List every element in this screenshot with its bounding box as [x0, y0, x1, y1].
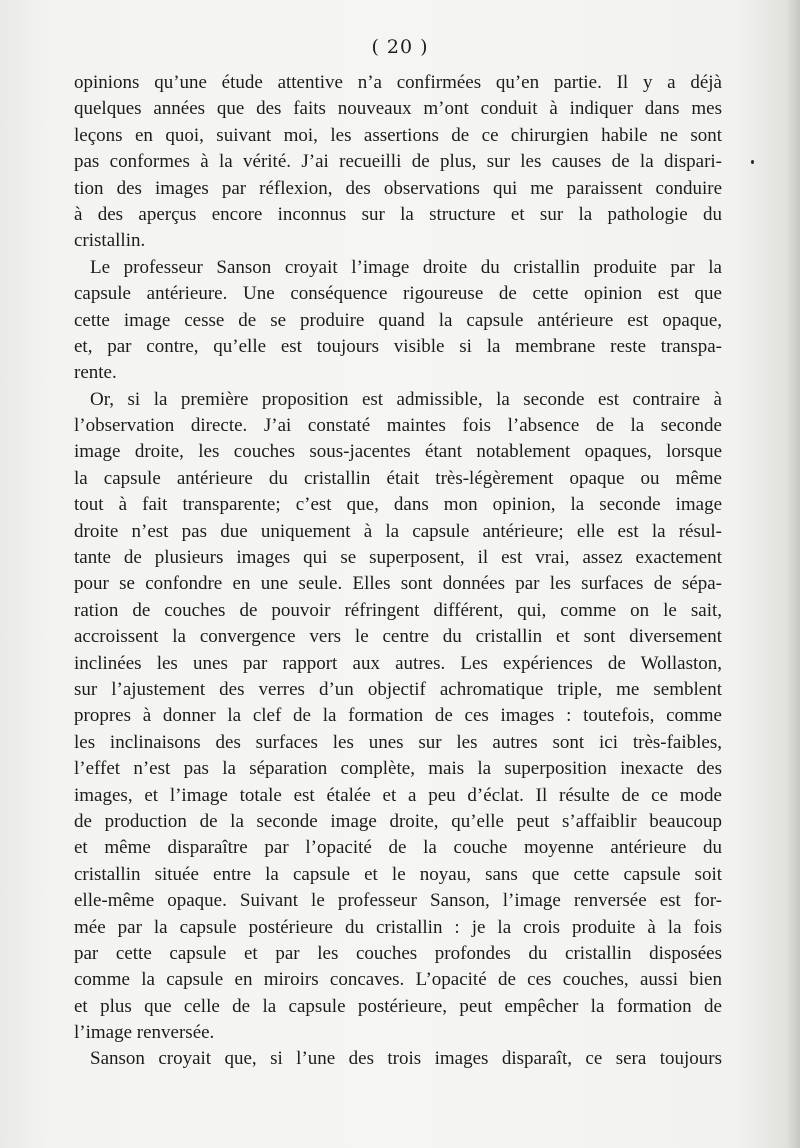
text-line: la capsule antérieure du cristallin était très-légèrement opaque ou même	[74, 467, 722, 489]
text-line: opinions qu’une étude attentive n’a confirmées qu’en partie. Il y a déjà	[74, 72, 722, 93]
page-number: ( 20 )	[371, 36, 429, 58]
text-line: image droite, les couches sous-jacentes étant notablement opaques, lorsque	[74, 441, 722, 463]
text-line: tion des images par réflexion, des observations qui me paraissent conduire	[74, 177, 722, 199]
text-line: pas conformes à la vérité. J’ai recueilli de plus, sur les causes de la dispari-	[74, 151, 722, 173]
page-edge-shadow	[786, 0, 800, 1148]
text-line: à des aperçus encore inconnus sur la structure et sur la pathologie du	[74, 203, 722, 225]
text-line: rente.	[74, 362, 117, 384]
text-line: cristallin située entre la capsule et le noyau, sans que cette capsule soit	[74, 863, 722, 885]
text-line: ration de couches de pouvoir réfringent différent, qui, comme on le sait,	[74, 599, 722, 621]
text-line: images, et l’image totale est étalée et a peu d’éclat. Il résulte de ce mode	[74, 784, 722, 806]
paragraph-3	[74, 387, 722, 1047]
text-line: accroissent la convergence vers le centre du cristallin et sont diversement	[74, 626, 722, 648]
text-line: et, par contre, qu’elle est toujours visible si la membrane reste transpa-	[74, 335, 722, 357]
text-line: tout à fait transparente; c’est que, dans mon opinion, la seconde image	[74, 494, 722, 516]
text-line: sur l’ajustement des verres d’un objectif achromatique triple, me semblent	[74, 678, 722, 700]
text-line: et plus que celle de la capsule postérieure, peut empêcher la formation de	[74, 995, 722, 1017]
text-line: elle-même opaque. Suivant le professeur Sanson, l’image renversée est for-	[74, 890, 722, 912]
text-line: Le professeur Sanson croyait l’image droite du cristallin produite par la	[90, 256, 722, 278]
text-line: les inclinaisons des surfaces les unes sur les autres sont ici très-faibles,	[74, 731, 722, 753]
text-line: Or, si la première proposition est admissible, la seconde est contraire à	[90, 388, 722, 410]
body-text	[74, 70, 722, 1073]
text-line: cristallin.	[74, 230, 146, 252]
text-line: propres à donner la clef de la formation de ces images : toutefois, comme	[74, 705, 722, 727]
text-line: capsule antérieure. Une conséquence rigoureuse de cette opinion est que	[74, 283, 722, 305]
text-line: leçons en quoi, suivant moi, les assertions de ce chirurgien habile ne sont	[74, 124, 722, 146]
text-line: mée par la capsule postérieure du cristallin : je la crois produite à la fois	[74, 916, 722, 938]
text-line: l’image renversée.	[74, 1022, 215, 1044]
text-line: cette image cesse de se produire quand la capsule antérieure est opaque,	[74, 309, 722, 331]
text-line: par cette capsule et par les couches profondes du cristallin disposées	[74, 942, 722, 964]
ink-speck	[751, 160, 754, 164]
text-line: quelques années que des faits nouveaux m’ont conduit à indiquer dans mes	[74, 98, 722, 120]
text-line: et même disparaître par l’opacité de la couche moyenne antérieure du	[74, 837, 722, 859]
text-line: de production de la seconde image droite, qu’elle peut s’affaiblir beaucoup	[74, 810, 722, 832]
text-line: droite n’est pas due uniquement à la capsule antérieure; elle est la résul-	[74, 520, 722, 542]
text-line: l’observation directe. J’ai constaté maintes fois l’absence de la seconde	[74, 415, 722, 437]
paragraph-4	[74, 1046, 722, 1072]
paragraph-1	[74, 70, 722, 255]
text-line: Sanson croyait que, si l’une des trois images disparaît, ce sera toujours	[90, 1048, 722, 1070]
text-line: l’effet n’est pas la séparation complète, mais la superposition inexacte des	[74, 758, 722, 780]
text-line: pour se confondre en une seule. Elles sont données par les surfaces de sépa-	[74, 573, 722, 595]
text-line: comme la capsule en miroirs concaves. L’opacité de ces couches, aussi bien	[74, 969, 722, 991]
text-line: tante de plusieurs images qui se superposent, il est vrai, assez exactement	[74, 547, 722, 569]
text-line: inclinées les unes par rapport aux autres. Les expériences de Wollaston,	[74, 652, 722, 674]
paragraph-2	[74, 255, 722, 387]
